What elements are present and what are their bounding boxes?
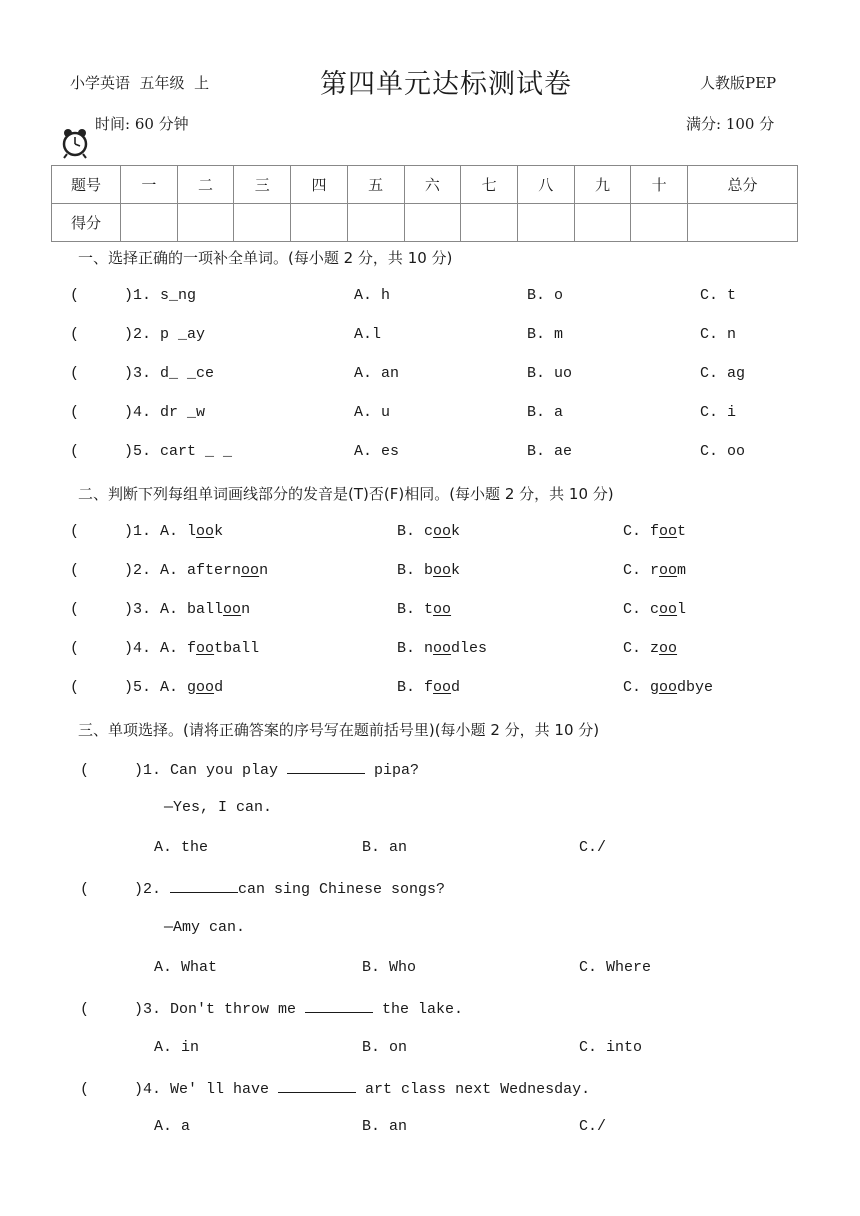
question-stem: ( )4. dr _w (70, 404, 206, 421)
option-b: B. uo (527, 365, 573, 382)
option-a: A. a (154, 1118, 191, 1135)
score-input-cell[interactable] (688, 204, 798, 242)
question-stem: ( )5. cart _ _ (70, 443, 233, 460)
option-c: C. oo (700, 443, 746, 460)
table-cell: 六 (404, 166, 461, 204)
score-input-cell[interactable] (517, 204, 574, 242)
page-title: 第四单元达标测试卷 (320, 69, 572, 100)
score-input-cell[interactable] (291, 204, 348, 242)
option-a: A. an (354, 365, 400, 382)
question-stem: ( )4. A. football (70, 640, 260, 657)
option-a: A. u (354, 404, 391, 421)
question-stem: ( )3. Don't throw me the lake. (80, 998, 463, 1018)
option-c: C. t (700, 287, 737, 304)
option-b: B. cook (397, 523, 461, 540)
question-stem: ( )1. s_ng (70, 287, 197, 304)
table-cell: 得分 (52, 204, 121, 242)
table-cell: 九 (574, 166, 631, 204)
option-a: A. es (354, 443, 400, 460)
table-cell: 三 (234, 166, 291, 204)
table-cell: 七 (461, 166, 518, 204)
score-input-cell[interactable] (461, 204, 518, 242)
option-b: B. food (397, 679, 461, 696)
option-b: B. an (362, 1118, 408, 1135)
question-stem: ( )3. A. balloon (70, 601, 251, 618)
option-c: C. foot (623, 523, 687, 540)
score-input-cell[interactable] (121, 204, 178, 242)
answer-blank[interactable] (278, 1078, 356, 1093)
table-cell: 八 (517, 166, 574, 204)
option-c: C. into (579, 1039, 643, 1056)
section-heading: 二、判断下列每组单词画线部分的发音是(T)否(F)相同。(每小题 2 分，共 10 分) (78, 485, 614, 503)
section-heading: 三、单项选择。(请将正确答案的序号写在题前括号里)(每小题 2 分，共 10 分) (78, 721, 600, 739)
option-c: C./ (579, 839, 607, 856)
question-stem: ( )5. A. good (70, 679, 224, 696)
word-a: football (187, 640, 260, 657)
alarm-clock-icon (50, 108, 80, 140)
question-stem: ( )1. Can you play pipa? (80, 759, 419, 779)
question-stem: ( )3. d_ _ce (70, 365, 215, 382)
subject-label: 小学英语 五年级 上 (70, 74, 210, 92)
option-c: C. cool (623, 601, 687, 618)
table-row (52, 166, 798, 204)
score-input-cell[interactable] (404, 204, 461, 242)
score-input-cell[interactable] (347, 204, 404, 242)
option-c: C./ (579, 1118, 607, 1135)
option-c: C. Where (579, 959, 652, 976)
edition-label: 人教版PEP (700, 74, 777, 92)
option-b: B. a (527, 404, 564, 421)
question-stem: ( )2. A. afternoon (70, 562, 269, 579)
full-score-label: 满分: 100 分 (686, 115, 775, 133)
option-a: A. in (154, 1039, 200, 1056)
table-cell: 四 (291, 166, 348, 204)
score-input-cell[interactable] (177, 204, 234, 242)
score-input-cell[interactable] (234, 204, 291, 242)
table-cell: 总分 (688, 166, 798, 204)
option-a: A.l (354, 326, 382, 343)
option-b: B. too (397, 601, 452, 618)
answer-blank[interactable] (170, 878, 238, 893)
answer-blank[interactable] (287, 759, 365, 774)
question-stem: ( )2. can sing Chinese songs? (80, 878, 445, 898)
score-table (51, 165, 798, 242)
table-row (52, 204, 798, 242)
option-c: C. n (700, 326, 737, 343)
option-a: A. the (154, 839, 209, 856)
score-input-cell[interactable] (631, 204, 688, 242)
table-cell: 一 (121, 166, 178, 204)
time-label: 时间: 60 分钟 (95, 115, 189, 133)
word-a: balloon (187, 601, 251, 618)
option-b: B. on (362, 1039, 408, 1056)
question-stem: ( )1. A. look (70, 523, 224, 540)
table-cell: 题号 (52, 166, 121, 204)
option-b: B. m (527, 326, 564, 343)
option-b: B. book (397, 562, 461, 579)
option-c: C. ag (700, 365, 746, 382)
option-c: C. goodbye (623, 679, 714, 696)
word-a: good (187, 679, 224, 696)
table-cell: 二 (177, 166, 234, 204)
score-input-cell[interactable] (574, 204, 631, 242)
table-cell: 五 (347, 166, 404, 204)
option-b: B. o (527, 287, 564, 304)
option-b: B. an (362, 839, 408, 856)
option-c: C. zoo (623, 640, 678, 657)
answer-blank[interactable] (305, 998, 373, 1013)
dialogue-reply: —Amy can. (164, 919, 246, 936)
option-a: A. h (354, 287, 391, 304)
option-a: A. What (154, 959, 218, 976)
table-cell: 十 (631, 166, 688, 204)
option-b: B. noodles (397, 640, 488, 657)
section-heading: 一、选择正确的一项补全单词。(每小题 2 分，共 10 分) (78, 249, 453, 267)
option-b: B. Who (362, 959, 417, 976)
word-a: afternoon (187, 562, 269, 579)
dialogue-reply: —Yes, I can. (164, 799, 273, 816)
question-stem: ( )2. p _ay (70, 326, 206, 343)
option-c: C. room (623, 562, 687, 579)
option-c: C. i (700, 404, 737, 421)
option-b: B. ae (527, 443, 573, 460)
question-stem: ( )4. We' ll have art class next Wednesday. (80, 1078, 590, 1098)
word-a: look (187, 523, 224, 540)
